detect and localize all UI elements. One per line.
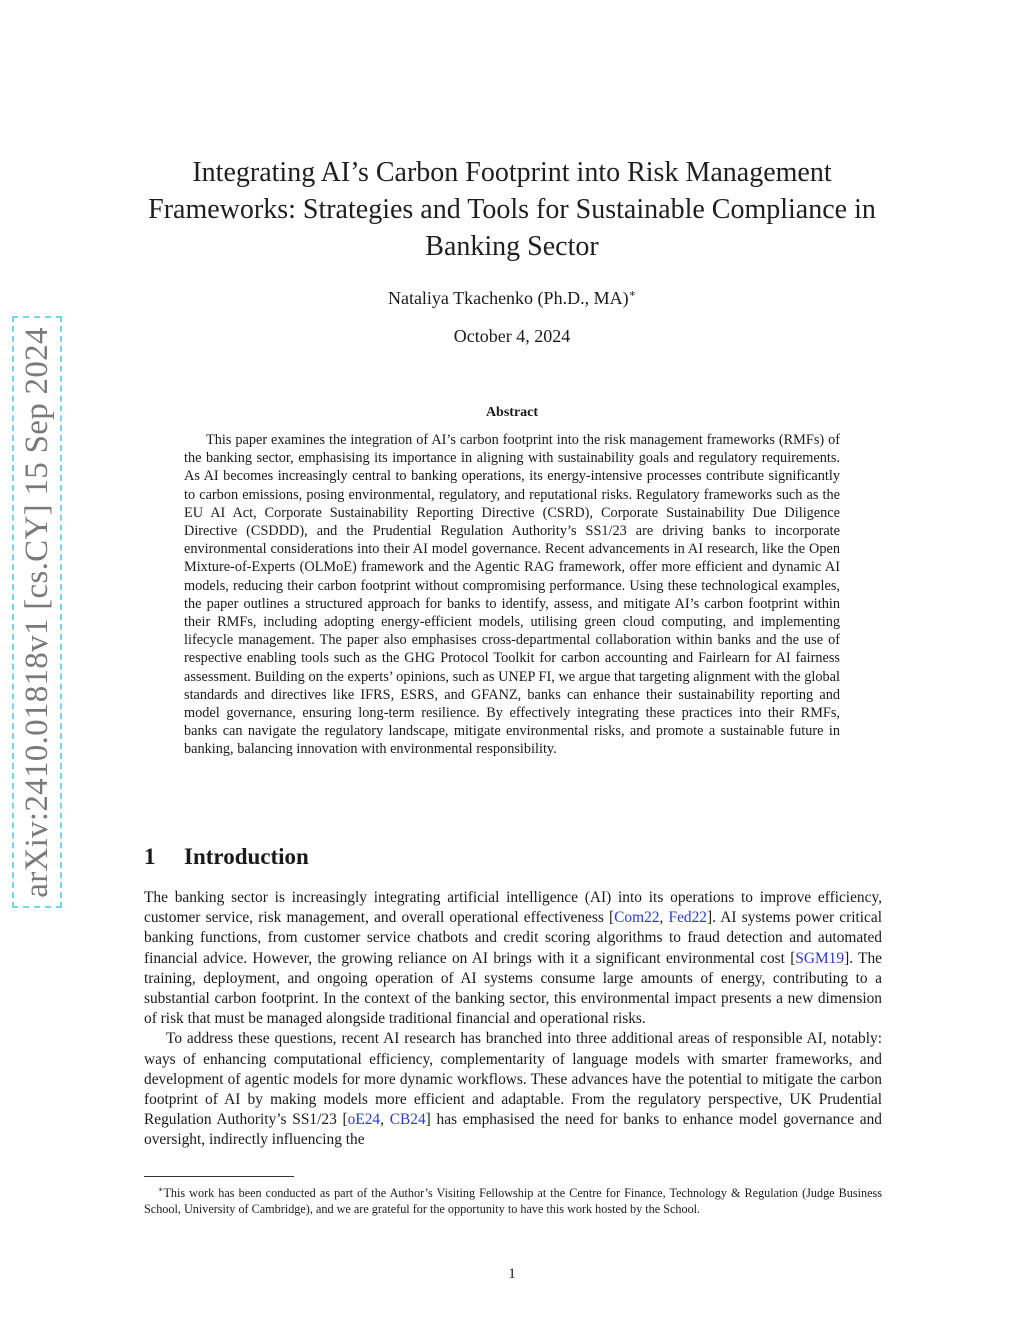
citation-link-fed22[interactable]: Fed22 bbox=[668, 909, 707, 927]
introduction-body bbox=[144, 888, 882, 1151]
citation-link-sgm19[interactable]: SGM19 bbox=[795, 949, 845, 967]
abstract-text: This paper examines the integration of AI’s carbon footprint into the risk management frameworks (RMFs) of the banking sector, emphasising its importance in aligning with sustainability goals and regulatory requirements. As AI becomes increasingly central to banking operations, its energy-intensive processes contribute significantly to carbon emissions, posing environmental, regulatory, and reputational risks. Regulatory frameworks such as the EU AI Act, Corporate Sustainability Reporting Directive (CSRD), Corporate Sustainability Due Diligence Directive (CSDDD), and the Prudential Regulation Authority’s SS1/23 are driving banks to incorporate environmental considerations into their AI model governance. Recent advancements in AI research, like the Open Mixture-of-Experts (OLMoE) framework and the Agentic RAG framework, offer more efficient and dynamic AI models, reducing their carbon footprint without compromising performance. Using these technological examples, the paper outlines a structured approach for banks to identify, assess, and mitigate AI’s carbon footprint within their RMFs, including adopting energy-efficient models, utilising green cloud computing, and implementing lifecycle management. The paper also emphasises cross-departmental collaboration within banks and the use of respective enabling tools such as the GHG Protocol Toolkit for carbon accounting and Fairlearn for AI fairness assessment. Building on the experts’ opinions, such as UNEP FI, we argue that targeting alignment with the global standards and directives like IFRS, ESRS, and GFANZ, banks can enhance their sustainability reporting and model governance, ensuring long-term resilience. By effectively integrating these practices into their RMFs, banks can navigate the regulatory landscape, mitigate environmental risks, and promote a sustainable future in banking, balancing innovation with environmental responsibility. bbox=[184, 432, 840, 758]
section-title: Introduction bbox=[184, 844, 309, 869]
intro-paragraph-1 bbox=[144, 888, 882, 1029]
arxiv-identifier: arXiv:2410.01818v1 [cs.CY] 15 Sep 2024 bbox=[18, 326, 55, 898]
author-footnote-mark[interactable]: ∗ bbox=[628, 288, 637, 300]
footnote-mark: ∗ bbox=[158, 1185, 164, 1194]
intro-p1-text-2: , bbox=[659, 909, 669, 927]
footnote-divider bbox=[144, 1176, 294, 1177]
intro-p2-text-2: , bbox=[380, 1111, 390, 1129]
intro-paragraph-2 bbox=[144, 1029, 882, 1150]
author-name: Nataliya Tkachenko (Ph.D., MA) bbox=[387, 288, 629, 308]
paper-date: October 4, 2024 bbox=[453, 326, 571, 346]
intro-p1-text-4: ]. The training, deployment, and ongoing operation of AI systems consume large amounts of energy, contributing to a substantial carbon footprint. In the context of the banking sector, this environmental impact presents a new dimension of risk that must be managed alongside traditional financial and operational risks. bbox=[144, 949, 882, 1028]
intro-p1-text-1: The banking sector is increasingly integrating artificial intelligence (AI) into its operations to improve efficiency, customer service, risk management, and overall operational effectiveness [ bbox=[144, 889, 882, 927]
intro-p1-text-3: ]. AI systems power critical banking functions, from customer service chatbots and credit scoring algorithms to fraud detection and automated financial advice. However, the growing reliance on AI brings with it a significant environmental cost [ bbox=[144, 909, 882, 967]
section-number: 1 bbox=[144, 844, 156, 869]
page-number: 1 bbox=[508, 1266, 516, 1282]
arxiv-identifier-stamp bbox=[12, 316, 62, 908]
intro-p2-text-1: To address these questions, recent AI research has branched into three additional areas of responsible AI, notably: ways of enhancing computational efficiency, complementarity of language models with smarter frameworks, and development of agentic models for more dynamic workflows. These advances have the potential to mitigate the carbon footprint of AI by making models more efficient and adaptable. From the regulatory perspective, UK Prudential Regulation Authority’s SS1/23 [ bbox=[144, 1030, 882, 1129]
citation-link-oe24[interactable]: oE24 bbox=[347, 1111, 381, 1129]
author-line bbox=[140, 287, 884, 309]
footnote-text: This work has been conducted as part of the Author’s Visiting Fellowship at the Centre for Finance, Technology & Regulation (Judge Business School, University of Cambridge), and we are grateful for the opportunity to have this work hosted by the School. bbox=[144, 1186, 882, 1217]
intro-p2-text-3: ] has emphasised the need for banks to enhance model governance and oversight, indirectly influencing the bbox=[144, 1111, 882, 1149]
footnote bbox=[144, 1182, 882, 1217]
abstract-heading: Abstract bbox=[485, 405, 539, 420]
citation-link-com22[interactable]: Com22 bbox=[614, 909, 660, 927]
paper-title: Integrating AI’s Carbon Footprint into Risk Management Frameworks: Strategies and Tools for Sustainable Compliance in Banking Sector bbox=[148, 157, 876, 262]
section-heading bbox=[144, 844, 309, 870]
citation-link-cb24[interactable]: CB24 bbox=[389, 1111, 426, 1129]
